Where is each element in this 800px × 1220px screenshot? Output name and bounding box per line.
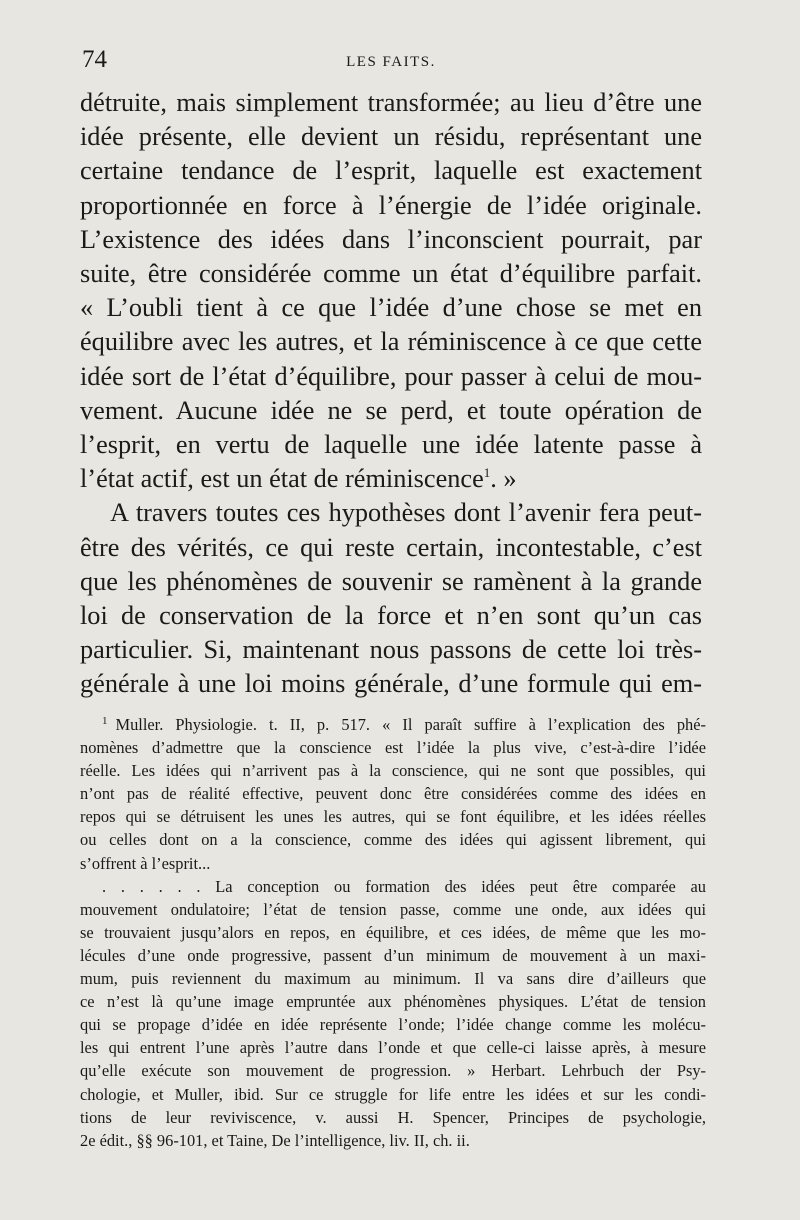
paragraph-1 bbox=[80, 86, 702, 496]
footnote-line: ou celles dont on a la conscience, comme des idées qui agissent librement, qui bbox=[80, 830, 706, 850]
footnote-line-last: s’offrent à l’esprit... bbox=[80, 853, 211, 873]
text-line: détruite, mais simplement transformée; au lieu d’être une bbox=[80, 88, 702, 117]
footnote-line: . . . . . . La conception ou formation des idées peut être comparée au bbox=[102, 876, 706, 896]
text-line: « L’oubli tient à ce que l’idée d’une chose se met en bbox=[80, 293, 702, 323]
text-line: particulier. Si, maintenant nous passons de cette loi très- bbox=[80, 635, 702, 665]
text-line: que les phénomènes de souvenir se ramènent à la grande bbox=[80, 566, 702, 596]
page-number: 74 bbox=[82, 46, 107, 73]
footnote-line bbox=[80, 713, 706, 736]
text-fragment: . » bbox=[490, 464, 517, 494]
footnote-reference[interactable]: 1 bbox=[483, 465, 491, 481]
text-line: idée présente, elle devient un résidu, représentant une bbox=[80, 122, 702, 152]
text-line: idée sort de l’état d’équilibre, pour passer à celui de mou- bbox=[80, 361, 702, 391]
footnote-line: mum, puis reviennent du maximum au minimum. Il va sans dire d’ailleurs que bbox=[80, 969, 706, 989]
text-line: équilibre avec les autres, et la réminiscence à ce que cette bbox=[80, 327, 702, 357]
footnote-line: mouvement ondulatoire; l’état de tension passe, comme une onde, aux idées qui bbox=[80, 899, 706, 919]
footnote-mark: 1 bbox=[102, 714, 108, 727]
footnote-line: repos qui se détruisent les unes les autres, qui se font équilibre, et les idées réelles bbox=[80, 807, 706, 827]
footnote-line: tions de leur reviviscence, v. aussi H. Spencer, Principes de psychologie, bbox=[80, 1107, 706, 1127]
text-line: proportionnée en force à l’énergie de l’idée originale. bbox=[80, 190, 702, 220]
text-line: A travers toutes ces hypothèses dont l’avenir fera peut- bbox=[110, 498, 702, 528]
footnote-continuation bbox=[80, 875, 706, 1152]
text-fragment: Muller. Physiologie. t. II, p. 517. « Il paraît suffire à l’explication des phé- bbox=[115, 715, 706, 734]
text-line: certaine tendance de l’esprit, laquelle est exactement bbox=[80, 156, 702, 186]
text-line: L’existence des idées dans l’inconscient pourrait, par bbox=[80, 224, 702, 254]
footnote-line: n’ont pas de réalité effective, peuvent donc être considérées comme des idées en bbox=[80, 784, 706, 804]
footnote-1 bbox=[80, 713, 706, 875]
footnote-line: chologie, et Muller, ibid. Sur ce struggle for life entre les idées et sur les condi- bbox=[80, 1084, 706, 1104]
text-line: suite, être considérée comme un état d’équilibre parfait. bbox=[80, 259, 702, 289]
footnote-line: qu’elle exécute son mouvement de progression. » Herbart. Lehrbuch der Psy- bbox=[80, 1061, 706, 1081]
footnote-line: ce n’est là qu’une image empruntée aux phénomènes physiques. L’état de tension bbox=[80, 992, 706, 1012]
text-line-last bbox=[80, 462, 702, 496]
footnote-line: se trouvaient jusqu’alors en repos, en équilibre, et ces idées, de même que les mo- bbox=[80, 922, 706, 942]
paragraph-2 bbox=[80, 496, 702, 701]
text-line: être des vérités, ce qui reste certain, incontestable, c’est bbox=[80, 532, 702, 562]
text-line: l’esprit, en vertu de laquelle une idée latente passe à bbox=[80, 430, 702, 460]
footnote-line: réelle. Les idées qui n’arrivent pas à la conscience, qui ne sont que possibles, qui bbox=[80, 761, 706, 781]
footnote-line-last: 2e édit., §§ 96-101, et Taine, De l’intelligence, liv. II, ch. ii. bbox=[80, 1130, 470, 1150]
text-line: vement. Aucune idée ne se perd, et toute opération de bbox=[80, 395, 702, 425]
text-line: générale à une loi moins générale, d’une formule qui em- bbox=[80, 669, 702, 699]
footnote-line: qui se propage d’idée en idée représente l’onde; l’idée change comme les molécu- bbox=[80, 1015, 706, 1035]
footnote-line: les qui entrent l’une après l’autre dans l’onde et que celle-ci laisse après, à mesure bbox=[80, 1038, 706, 1058]
footnote-line: lécules d’une onde progressive, passent d’un minimum de mouvement à un maxi- bbox=[80, 945, 706, 965]
text-line: loi de conservation de la force et n’en sont qu’un cas bbox=[80, 601, 702, 631]
running-head: LES FAITS. bbox=[346, 54, 436, 70]
text-fragment: l’état actif, est un état de réminiscence bbox=[80, 464, 484, 494]
footnotes bbox=[80, 713, 706, 1152]
main-text bbox=[80, 86, 702, 702]
footnote-line: nomènes d’admettre que la conscience est l’idée la plus vive, c’est-à-dire l’idée bbox=[80, 738, 706, 758]
page-header bbox=[82, 46, 700, 76]
